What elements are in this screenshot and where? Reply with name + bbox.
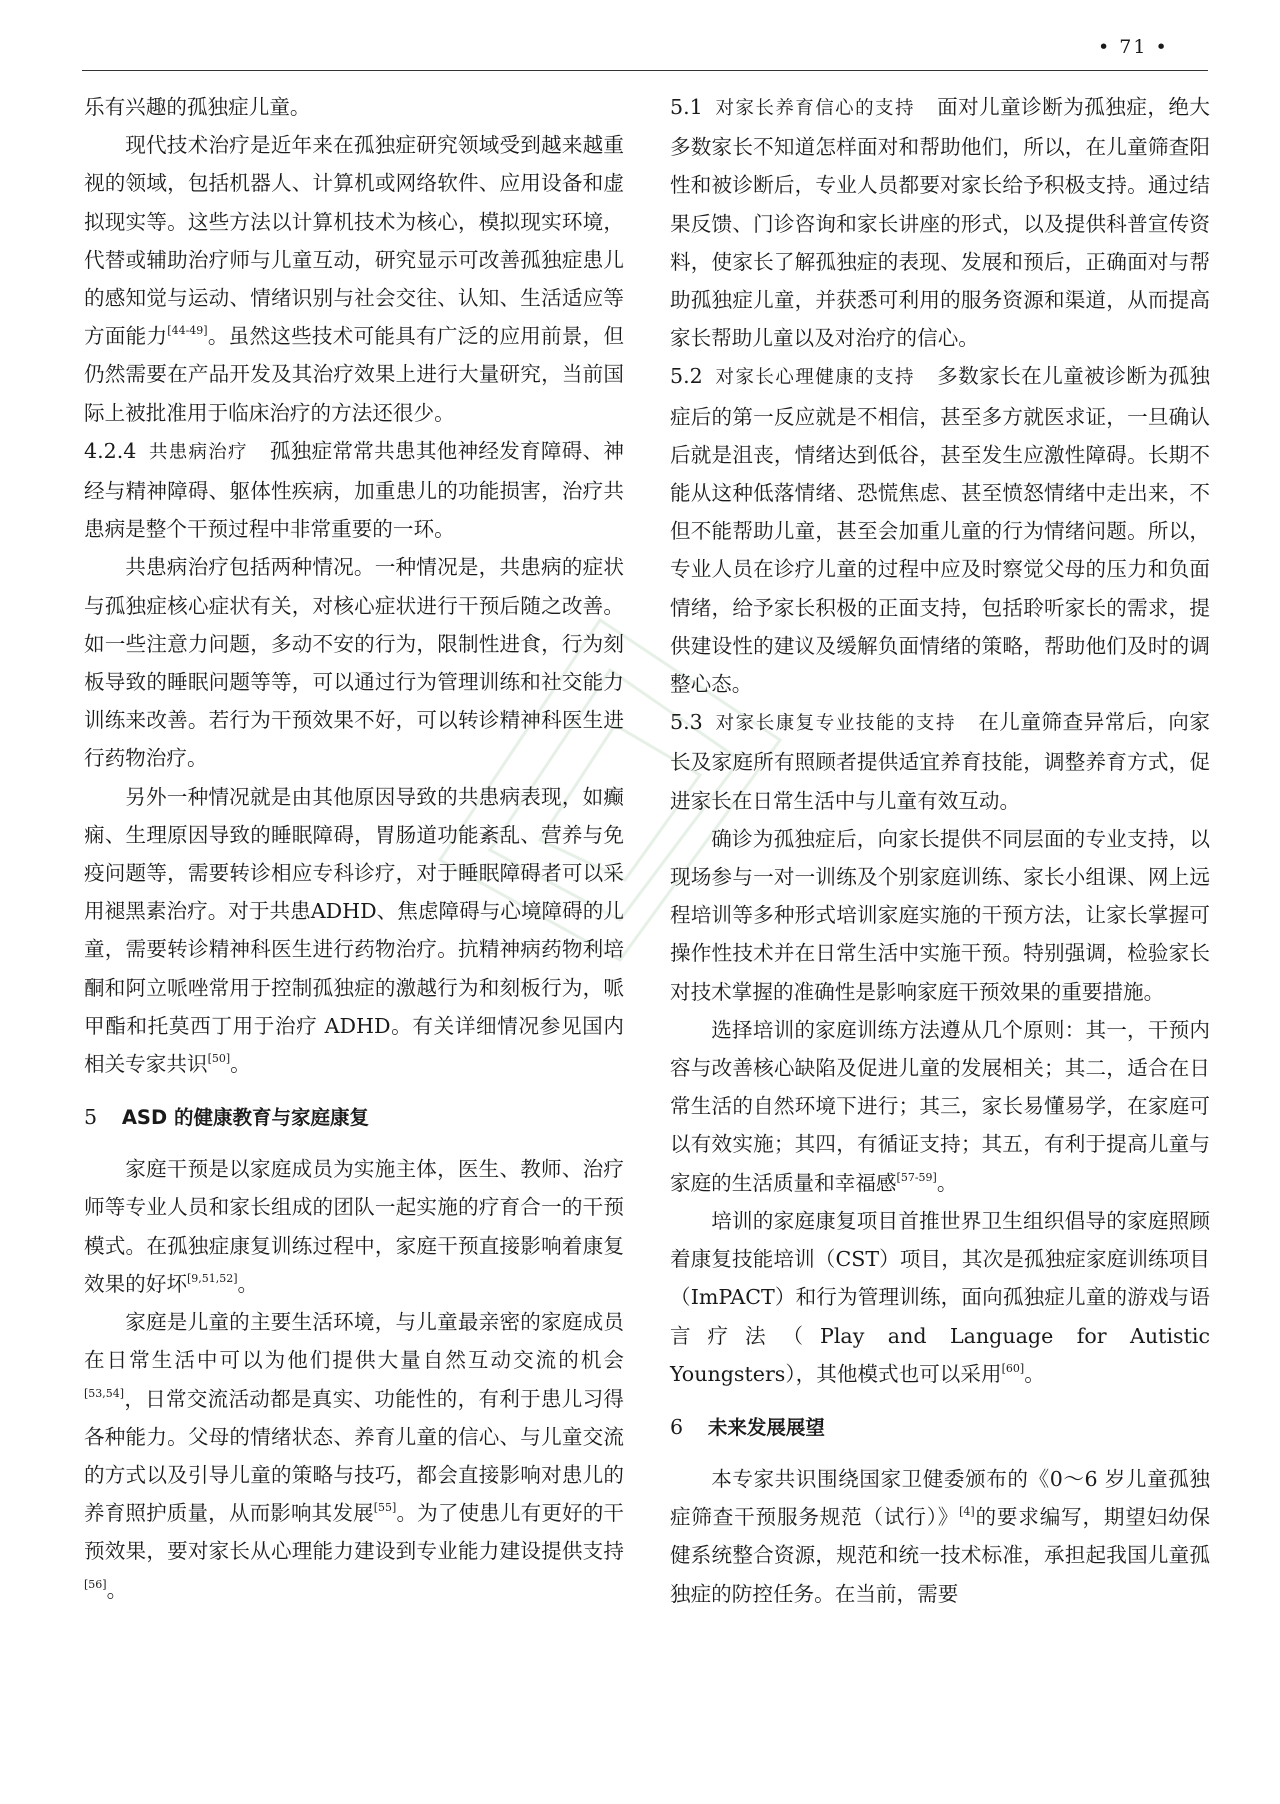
- paragraph: [84, 126, 624, 432]
- paragraph-text: 。: [1024, 1361, 1045, 1386]
- paragraph-text: 孤独症常常共患其他神经发育障碍、神经与精神障碍、躯体性疾病，加重患儿的功能损害，治疗共患病是整个干预过程中非常重要的一环。: [84, 438, 624, 542]
- paragraph-text: 。: [230, 1052, 251, 1077]
- citation: [60]: [1001, 1361, 1025, 1375]
- subsection-title: 对家长康复专业技能的支持: [715, 713, 956, 735]
- citation: [4]: [959, 1505, 975, 1519]
- paragraph-text: 。: [106, 1577, 128, 1602]
- subsection-number: 5.1: [670, 95, 703, 119]
- paragraph: [84, 548, 624, 777]
- section-heading: [670, 1407, 1210, 1448]
- paragraph-text: 面对儿童诊断为孤独症，绝大多数家长不知道怎样面对和帮助他们，所以，在儿童筛查阳性和被诊断后，专业人员都要对家长给予积极支持。通过结果反馈、门诊咨询和家长讲座的形式，以及提供科普宣传资料，使家长了解孤独症的表现、发展和预后，正确面对与帮助孤独症儿童，并获悉可利用的服务资源和渠道，从而提高家长帮助儿童以及对治疗的信心。: [670, 95, 1210, 351]
- citation: [57-59]: [896, 1170, 937, 1184]
- paragraph: 乐有兴趣的孤独症儿童。: [84, 95, 311, 119]
- right-column: [670, 88, 1210, 1613]
- paragraph-text: 家庭是儿童的主要生活环境，与儿童最亲密的家庭成员在日常生活中可以为他们提供大量自然互动交流的机会: [84, 1310, 624, 1373]
- paragraph-text: ，日常交流活动都是真实、功能性的，有利于患儿习得各种能力。父母的情绪状态、养育儿童的信心、与儿童交流的方式以及引导儿童的策略与技巧，都会直接影响对患儿的养育照护质量，从而影响其发展: [84, 1386, 624, 1526]
- paragraph-text: 的要求编写，期望妇幼保健系统整合资源，规范和统一技术标准，承担起我国儿童孤独症的防控任务。在当前，需要: [670, 1505, 1211, 1606]
- subsection-number: 5.3: [670, 710, 703, 735]
- paragraph-text: 。: [936, 1170, 958, 1195]
- section-number: 5: [84, 1105, 98, 1130]
- subsection-title: 共患病治疗: [148, 441, 248, 463]
- paragraph-text: 多数家长在儿童被诊断为孤独症后的第一反应就是不相信，甚至多方就医求证，一旦确认后就是沮丧，情绪达到低谷，甚至发生应激性障碍。长期不能从这种低落情绪、恐慌焦虑、甚至愤怒情绪中走出来，不但不能帮助儿童，甚至会加重儿童的行为情绪问题。所以，专业人员在诊疗儿童的过程中应及时察觉父母的压力和负面情绪，给予家长积极的正面支持，包括聆听家长的需求，提供建设性的建议及缓解负面情绪的策略，帮助他们及时的调整心态。: [670, 364, 1210, 697]
- paragraph-text: 共患病治疗包括两种情况。一种情况是，共患病的症状与孤独症核心症状有关，对核心症状进行干预后随之改善。如一些注意力问题，多动不安的行为，限制性进食，行为刻板导致的睡眠问题等等，可以通过行为管理训练和社交能力训练来改善。若行为干预效果不好，可以转诊精神科医生进行药物治疗。: [84, 555, 624, 771]
- section-number: 6: [670, 1414, 684, 1439]
- paragraph-text: 。为了使患儿有更好的干预效果，要对家长从心理能力建设到专业能力建设提供支持: [84, 1501, 625, 1564]
- paragraph-text: 。虽然这些技术可能具有广泛的应用前景，但仍然需要在产品开发及其治疗效果上进行大量研究，当前国际上被批准用于临床治疗的方法还很少。: [84, 324, 625, 425]
- paragraph-text: 确诊为孤独症后，向家长提供不同层面的专业支持，以现场参与一对一训练及个别家庭训练、家长小组课、网上远程培训等多种形式培训家庭实施的干预方法，让家长掌握可操作性技术并在日常生活中实施干预。特别强调，检验家长对技术掌握的准确性是影响家庭干预效果的重要措施。: [670, 826, 1210, 1004]
- paragraph: [670, 1011, 1210, 1202]
- section-heading: [84, 1097, 624, 1138]
- paragraph-text: 培训的家庭康复项目首推世界卫生组织倡导的家庭照顾着康复技能培训（CST）项目，其次是孤独症家庭训练项目（ImPACT）和行为管理训练，面向孤独症儿童的游戏与语言疗法（Play and Language for Autistic Youngsters），其他模式也可以采用: [670, 1208, 1210, 1386]
- citation: [55]: [373, 1501, 397, 1515]
- paragraph: [670, 820, 1210, 1011]
- paragraph: [84, 778, 624, 1084]
- subsection-title: 对家长养育信心的支持: [715, 98, 915, 119]
- paragraph-text: 另外一种情况就是由其他原因导致的共患病表现，如癫痫、生理原因导致的睡眠障碍，胃肠道功能紊乱、营养与免疫问题等，需要转诊相应专科诊疗，对于睡眠障碍者可以采用褪黑素治疗。对于共患ADHD、焦虑障碍与心境障碍的儿童，需要转诊精神科医生进行药物治疗。抗精神病药物利培酮和阿立哌唑常用于控制孤独症的激越行为和刻板行为，哌甲酯和托莫西丁用于治疗 ADHD。有关详细情况参见国内相关专家共识: [84, 784, 624, 1077]
- subsection-paragraph: [670, 703, 1210, 820]
- page-number: • 71 •: [1098, 36, 1169, 58]
- subsection-title: 对家长心理健康的支持: [715, 367, 915, 389]
- paragraph-text: 现代技术治疗是近年来在孤独症研究领域受到越来越重视的领域，包括机器人、计算机或网络软件、应用设备和虚拟现实等。这些方法以计算机技术为核心，模拟现实环境，代替或辅助治疗师与儿童互动，研究显示可改善孤独症患儿的感知觉与运动、情绪识别与社会交往、认知、生活适应等方面能力: [84, 133, 624, 349]
- section-title: 未来发展展望: [707, 1415, 825, 1439]
- citation: [56]: [84, 1577, 107, 1591]
- paragraph-text: 本专家共识围绕国家卫健委颁布的《0～6 岁儿童孤独症筛查干预服务规范（试行）》: [670, 1466, 1210, 1530]
- paragraph: [84, 1150, 624, 1303]
- citation: [53,54]: [84, 1386, 125, 1400]
- section-title: ASD 的健康教育与家庭康复: [121, 1106, 369, 1130]
- left-column: [84, 88, 624, 1609]
- paragraph: [670, 1202, 1210, 1393]
- citation: [9,51,52]: [186, 1271, 238, 1285]
- subsection-number: 5.2: [670, 364, 703, 389]
- citation: [44-49]: [167, 324, 208, 338]
- citation: [50]: [207, 1052, 231, 1066]
- paragraph: [84, 1303, 624, 1609]
- subsection-paragraph: [670, 88, 1210, 357]
- paragraph-text: 。: [237, 1271, 259, 1296]
- paragraph: [670, 1460, 1210, 1613]
- subsection-paragraph: [84, 432, 624, 549]
- subsection-paragraph: [670, 357, 1210, 703]
- header-rule: [82, 70, 1208, 71]
- paragraph-text: 选择培训的家庭训练方法遵从几个原则：其一，干预内容与改善核心缺陷及促进儿童的发展相关；其二，适合在日常生活的自然环境下进行；其三，家长易懂易学，在家庭可以有效实施；其四，有循证支持；其五，有利于提高儿童与家庭的生活质量和幸福感: [670, 1017, 1210, 1195]
- paragraph-text: 家庭干预是以家庭成员为实施主体，医生、教师、治疗师等专业人员和家长组成的团队一起实施的疗育合一的干预模式。在孤独症康复训练过程中，家庭干预直接影响着康复效果的好坏: [84, 1157, 624, 1296]
- subsection-number: 4.2.4: [84, 438, 137, 463]
- paragraph-text: 在儿童筛查异常后，向家长及家庭所有照顾者提供适宜养育技能，调整养育方式，促进家长在日常生活中与儿童有效互动。: [670, 710, 1210, 813]
